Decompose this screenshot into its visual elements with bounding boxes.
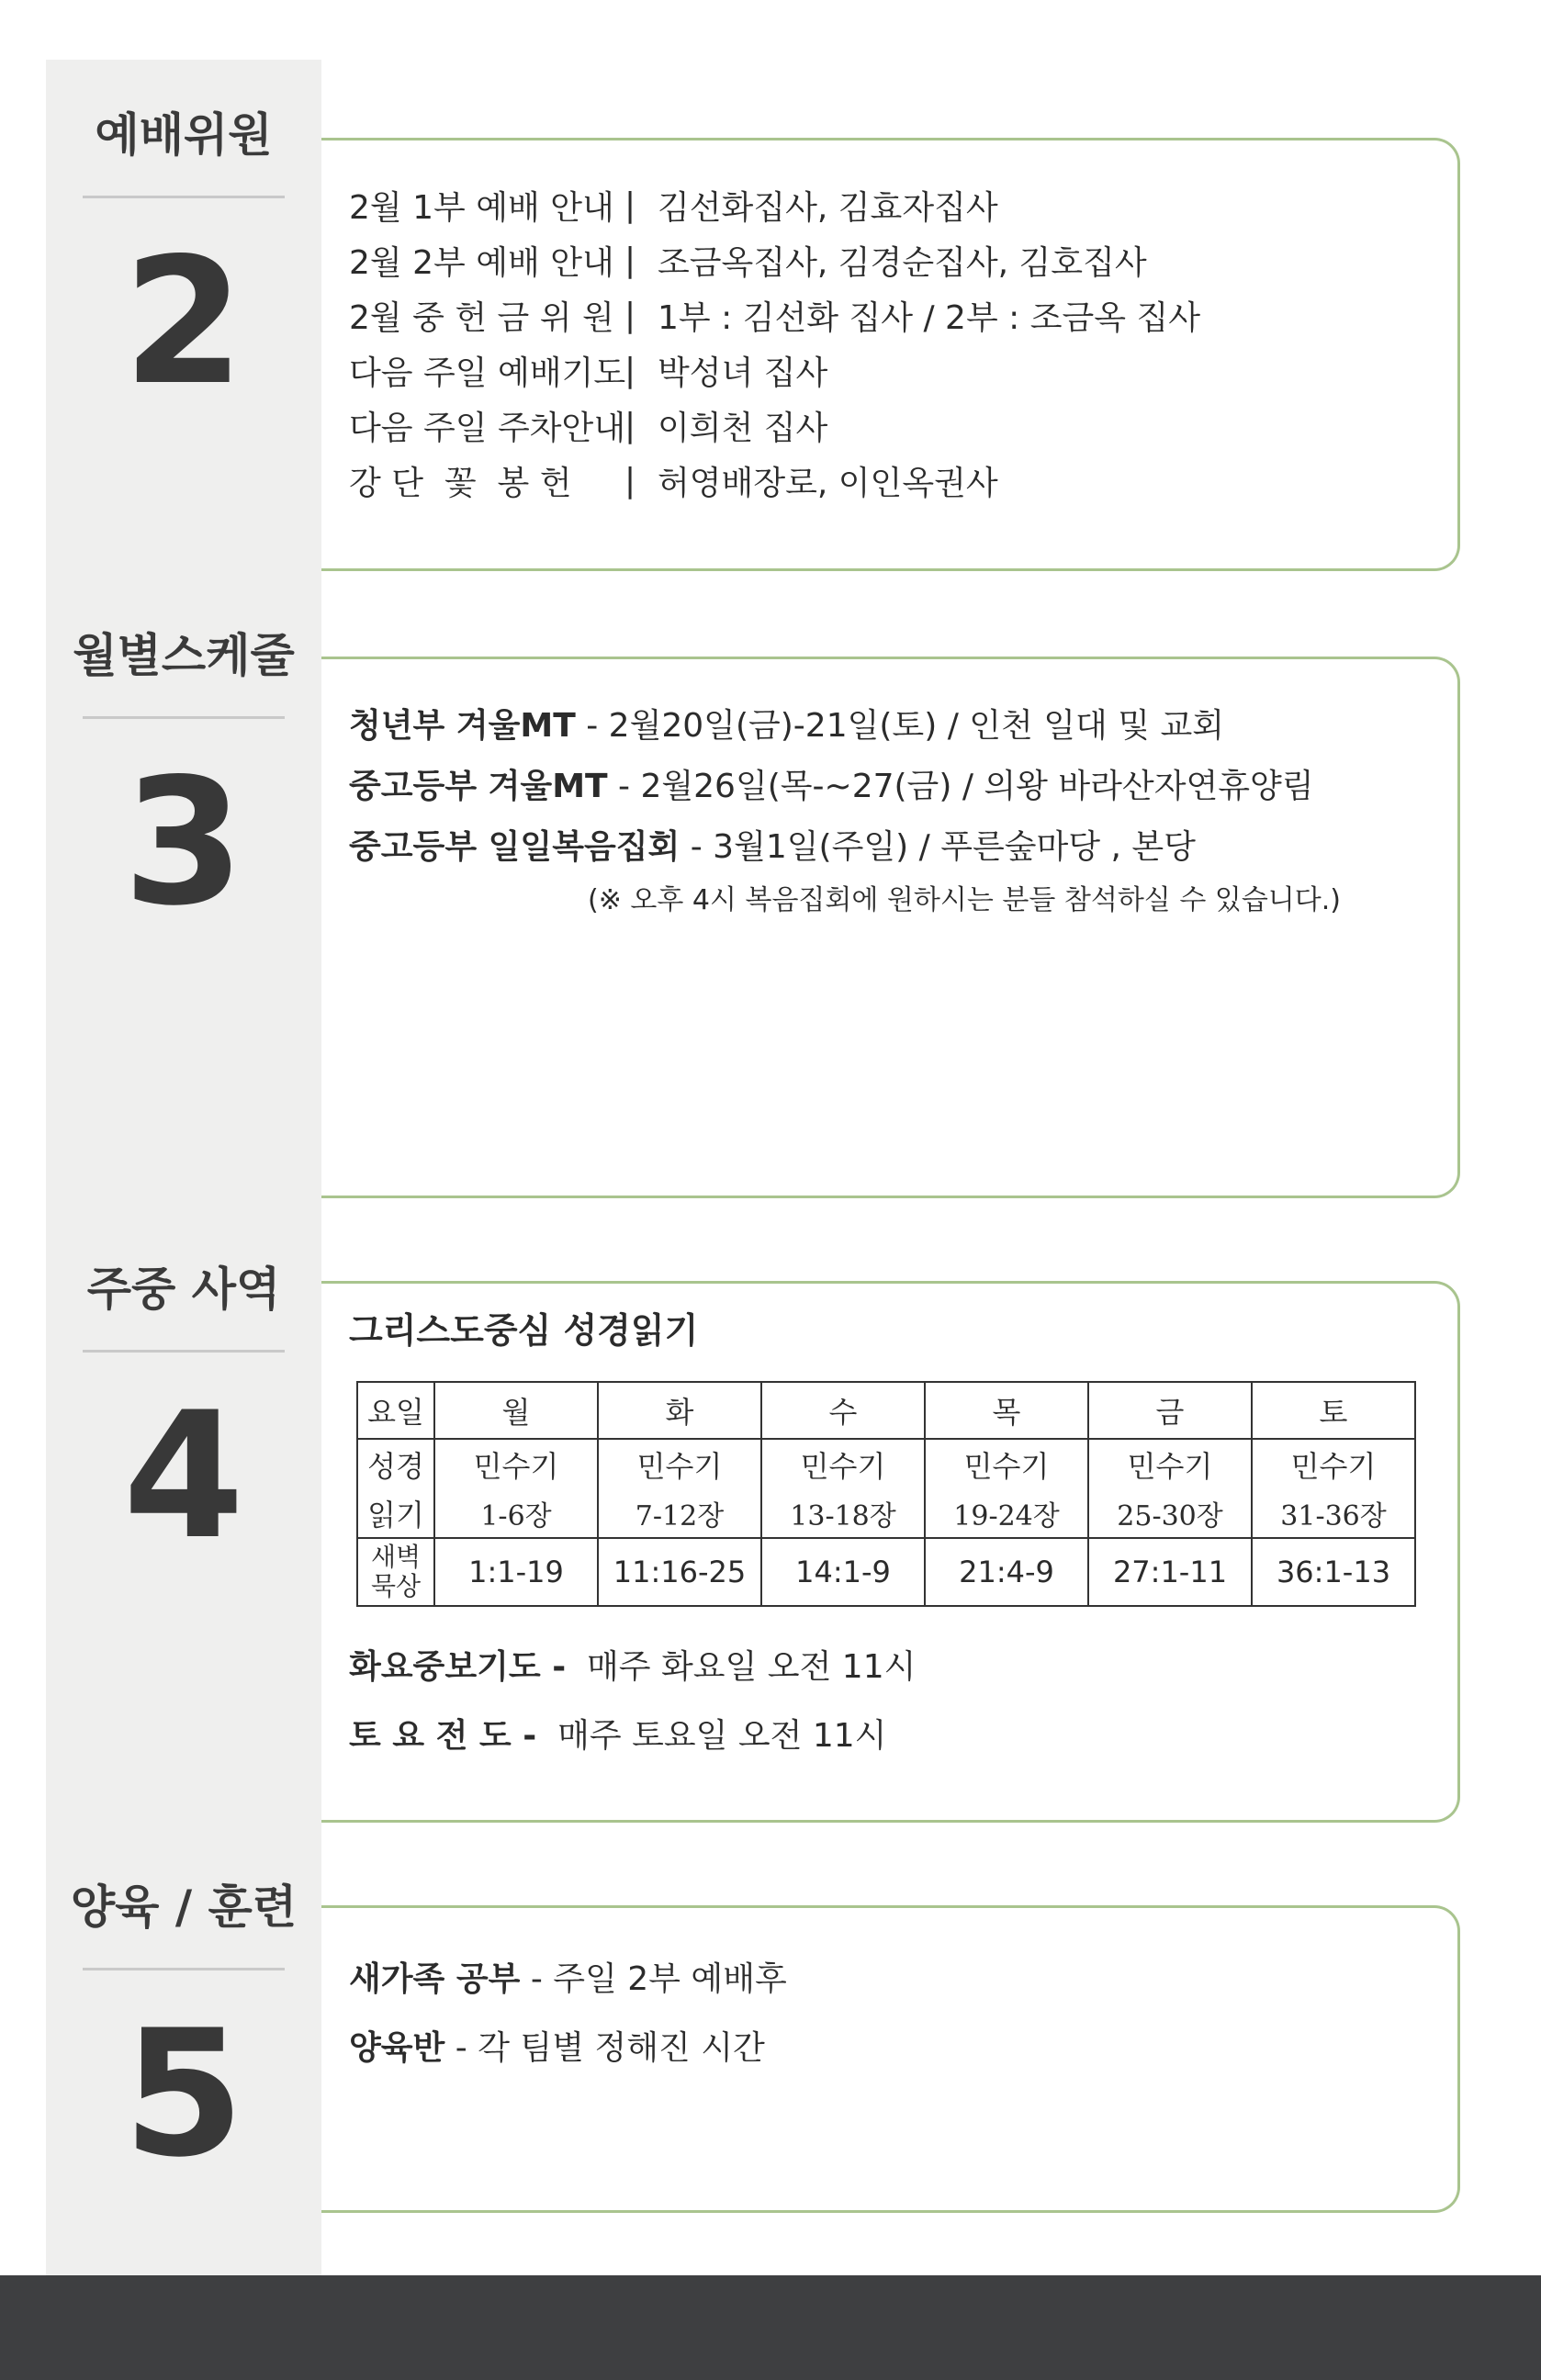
- row-value: 허영배장로, 이인옥권사: [658, 464, 998, 502]
- section-title: 주중 사역: [86, 1263, 281, 1316]
- row-separator: |: [624, 406, 636, 444]
- list-item: [349, 232, 1439, 287]
- section-header-schedule: [46, 629, 321, 944]
- reading-plan-title: 그리스도중심 성경읽기: [349, 1310, 699, 1351]
- table-cell: 19-24장: [925, 1489, 1088, 1538]
- section-title: 예배위원: [95, 108, 273, 162]
- table-row: [357, 1439, 1415, 1489]
- list-item: [349, 817, 1439, 878]
- table-cell: 7-12장: [598, 1489, 761, 1538]
- schedule-note: (※ 오후 4시 복음집회에 원하시는 분들 참석하실 수 있습니다.): [588, 884, 1341, 916]
- row-label-line: 묵상: [370, 1571, 422, 1601]
- table-cell: 21:4-9: [925, 1538, 1088, 1606]
- row-label: 2월 1부 예배 안내: [349, 188, 614, 227]
- section-title: 월별스케줄: [73, 629, 295, 682]
- schedule-box: [321, 657, 1460, 1198]
- row-label: 다음 주일 예배기도: [349, 354, 626, 392]
- list-item: [349, 1701, 1439, 1770]
- table-cell: 민수기: [925, 1439, 1088, 1489]
- row-label-line: 새벽: [370, 1542, 422, 1572]
- item-title: 중고등부 겨울MT: [349, 768, 608, 805]
- list-item: [349, 398, 1439, 453]
- worship-box: [321, 138, 1460, 571]
- table-header-row: [357, 1382, 1415, 1439]
- section-header-training: [46, 1880, 321, 2195]
- list-item: [349, 1633, 1439, 1701]
- list-item: [349, 177, 1439, 232]
- item-detail: - 2월26일(목-~27(금) / 의왕 바라산자연휴양림: [607, 768, 1314, 805]
- table-cell: 11:16-25: [598, 1538, 761, 1606]
- divider: [83, 196, 285, 198]
- section-number: 3: [122, 741, 245, 944]
- table-cell: 민수기: [761, 1439, 925, 1489]
- table-cell: 민수기: [598, 1439, 761, 1489]
- row-separator: |: [624, 461, 636, 500]
- divider: [83, 1350, 285, 1353]
- table-cell: 민수기: [434, 1439, 598, 1489]
- table-row: [357, 1538, 1415, 1606]
- item-title: 화요중보기도 -: [349, 1648, 567, 1686]
- row-separator: |: [624, 241, 636, 279]
- list-item: [349, 1945, 1439, 2014]
- training-box: [321, 1905, 1460, 2213]
- item-detail: 매주 토요일 오전 11시: [536, 1717, 887, 1755]
- table-cell: 민수기: [1088, 1439, 1252, 1489]
- worship-list: [349, 177, 1439, 508]
- row-separator: |: [624, 351, 636, 389]
- row-label: 2월 2부 예배 안내: [349, 243, 614, 282]
- item-detail: 매주 화요일 오전 11시: [566, 1648, 917, 1686]
- item-title: 청년부 겨울MT: [349, 707, 576, 745]
- item-detail: - 주일 2부 예배후: [520, 1960, 787, 1998]
- row-label: 다음 주일 주차안내: [349, 409, 626, 447]
- table-cell: 1-6장: [434, 1489, 598, 1538]
- table-cell: 13-18장: [761, 1489, 925, 1538]
- table-header-cell: 요일: [357, 1382, 434, 1439]
- table-header-cell: 목: [925, 1382, 1088, 1439]
- row-value: 1부 : 김선화 집사 / 2부 : 조금옥 집사: [658, 298, 1201, 337]
- table-cell: 27:1-11: [1088, 1538, 1252, 1606]
- row-label: 2월 중 헌 금 위 원: [349, 298, 614, 337]
- table-row-label: 성경: [357, 1439, 434, 1489]
- table-cell: 1:1-19: [434, 1538, 598, 1606]
- divider: [83, 716, 285, 719]
- schedule-list: [349, 696, 1439, 924]
- section-number: 2: [122, 220, 245, 423]
- training-list: [349, 1945, 1439, 2082]
- table-row-label: 읽기: [357, 1489, 434, 1538]
- item-title: 새가족 공부: [349, 1960, 521, 1998]
- weekly-box: [321, 1281, 1460, 1823]
- reading-table: [356, 1381, 1416, 1607]
- list-item: [349, 696, 1439, 757]
- divider: [83, 1968, 285, 1970]
- table-row: [357, 1489, 1415, 1538]
- section-number: 5: [122, 1993, 245, 2195]
- table-cell: 25-30장: [1088, 1489, 1252, 1538]
- table-cell: 31-36장: [1252, 1489, 1415, 1538]
- row-separator: |: [624, 296, 636, 334]
- item-detail: - 2월20일(금)-21일(토) / 인천 일대 및 교회: [575, 707, 1225, 745]
- item-detail: - 3월1일(주일) / 푸른숲마당 , 본당: [680, 828, 1196, 866]
- list-item: [349, 2014, 1439, 2082]
- weekly-content: [349, 1304, 1439, 1770]
- table-cell: 민수기: [1252, 1439, 1415, 1489]
- table-header-cell: 화: [598, 1382, 761, 1439]
- row-value: 김선화집사, 김효자집사: [658, 188, 998, 227]
- table-cell: 14:1-9: [761, 1538, 925, 1606]
- footer-band: [0, 2275, 1541, 2380]
- list-item: [349, 287, 1439, 342]
- list-item: [349, 453, 1439, 508]
- item-title: 양육반: [349, 2029, 445, 2067]
- list-item: [349, 757, 1439, 817]
- section-title: 양육 / 훈련: [70, 1880, 298, 1934]
- section-number: 4: [122, 1375, 245, 1577]
- item-title: 중고등부 일일복음집회: [349, 828, 681, 866]
- section-header-weekly: [46, 1263, 321, 1577]
- sidebar: [46, 60, 321, 2282]
- spacer: [349, 1607, 1439, 1633]
- section-header-worship: [46, 108, 321, 423]
- item-detail: - 각 팀별 정해진 시간: [444, 2029, 765, 2067]
- table-row-label: [357, 1538, 434, 1606]
- row-separator: |: [624, 185, 636, 224]
- row-value: 조금옥집사, 김경순집사, 김호집사: [658, 243, 1147, 282]
- row-value: 이희천 집사: [658, 409, 828, 447]
- table-header-cell: 토: [1252, 1382, 1415, 1439]
- item-title: 토 요 전 도 -: [349, 1717, 537, 1755]
- table-header-cell: 금: [1088, 1382, 1252, 1439]
- row-label: 강 단 꽃 봉 헌: [349, 464, 572, 502]
- table-cell: 36:1-13: [1252, 1538, 1415, 1606]
- table-header-cell: 월: [434, 1382, 598, 1439]
- list-item: [349, 342, 1439, 398]
- table-header-cell: 수: [761, 1382, 925, 1439]
- row-value: 박성녀 집사: [658, 354, 828, 392]
